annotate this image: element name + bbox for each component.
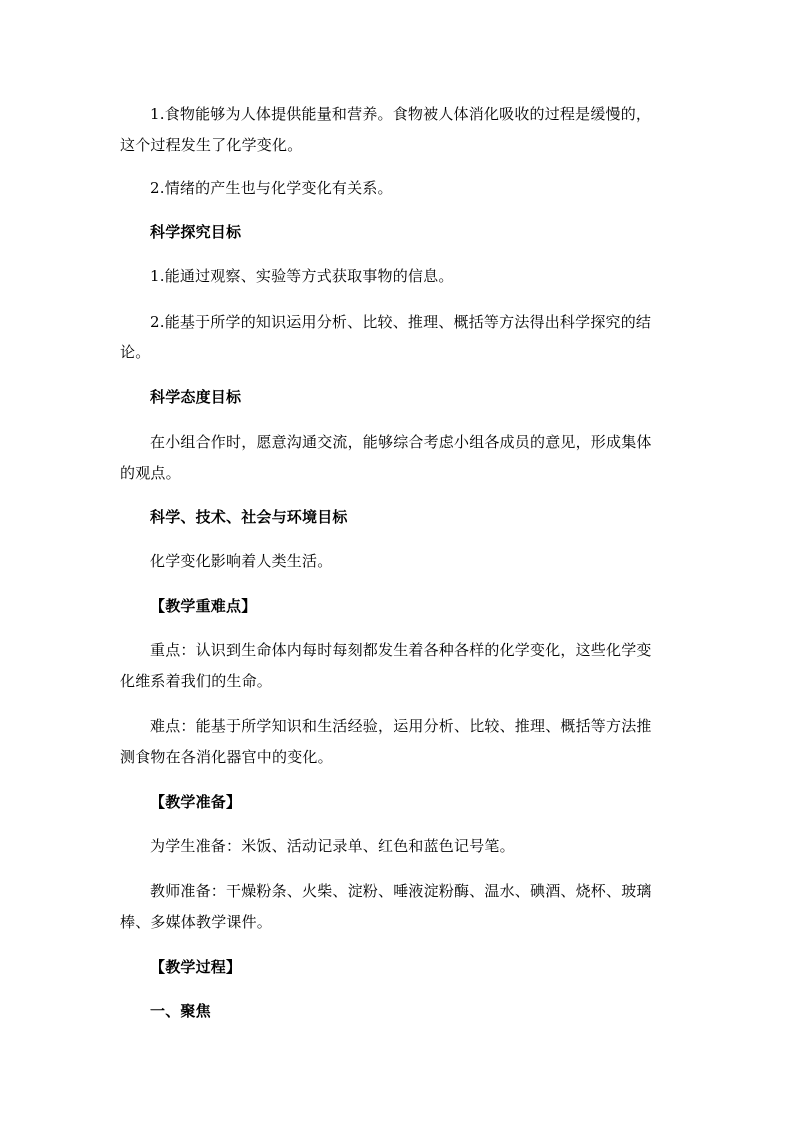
section-heading: 科学、技术、社会与环境目标 [150, 508, 348, 526]
section-heading: 一、聚焦 [150, 1002, 211, 1020]
section-heading: 【教学过程】 [150, 958, 242, 976]
paragraph-line: 论。 [120, 343, 151, 361]
paragraph-line: 重点：认识到生命体内每时每刻都发生着各种各样的化学变化，这些化学变 [150, 641, 652, 659]
paragraph-line: 为学生准备：米饭、活动记录单、红色和蓝色记号笔。 [150, 837, 515, 855]
paragraph-line: 化维系着我们的生命。 [120, 672, 273, 690]
paragraph-line: 1.能通过观察、实验等方式获取事物的信息。 [150, 267, 454, 285]
paragraph-line: 在小组合作时，愿意沟通交流，能够综合考虑小组各成员的意见，形成集体 [150, 433, 652, 451]
section-heading: 科学探究目标 [150, 223, 242, 241]
paragraph-line: 难点：能基于所学知识和生活经验，运用分析、比较、推理、概括等方法推 [150, 717, 652, 735]
paragraph-line: 1.食物能够为人体提供能量和营养。食物被人体消化吸收的过程是缓慢的， [150, 105, 652, 123]
paragraph-line: 2.能基于所学的知识运用分析、比较、推理、概括等方法得出科学探究的结 [150, 313, 652, 331]
paragraph-line: 的观点。 [120, 464, 181, 482]
section-heading: 【教学准备】 [150, 793, 242, 811]
paragraph-line: 化学变化影响着人类生活。 [150, 552, 333, 570]
paragraph-line: 测食物在各消化器官中的变化。 [120, 748, 333, 766]
paragraph-line: 这个过程发生了化学变化。 [120, 136, 303, 154]
paragraph-line: 棒、多媒体教学课件。 [120, 913, 273, 931]
paragraph-line: 教师准备：干燥粉条、火柴、淀粉、唾液淀粉酶、温水、碘酒、烧杯、玻璃 [150, 882, 652, 900]
section-heading: 科学态度目标 [150, 388, 242, 406]
paragraph-line: 2.情绪的产生也与化学变化有关系。 [150, 179, 393, 197]
section-heading: 【教学重难点】 [150, 597, 257, 615]
